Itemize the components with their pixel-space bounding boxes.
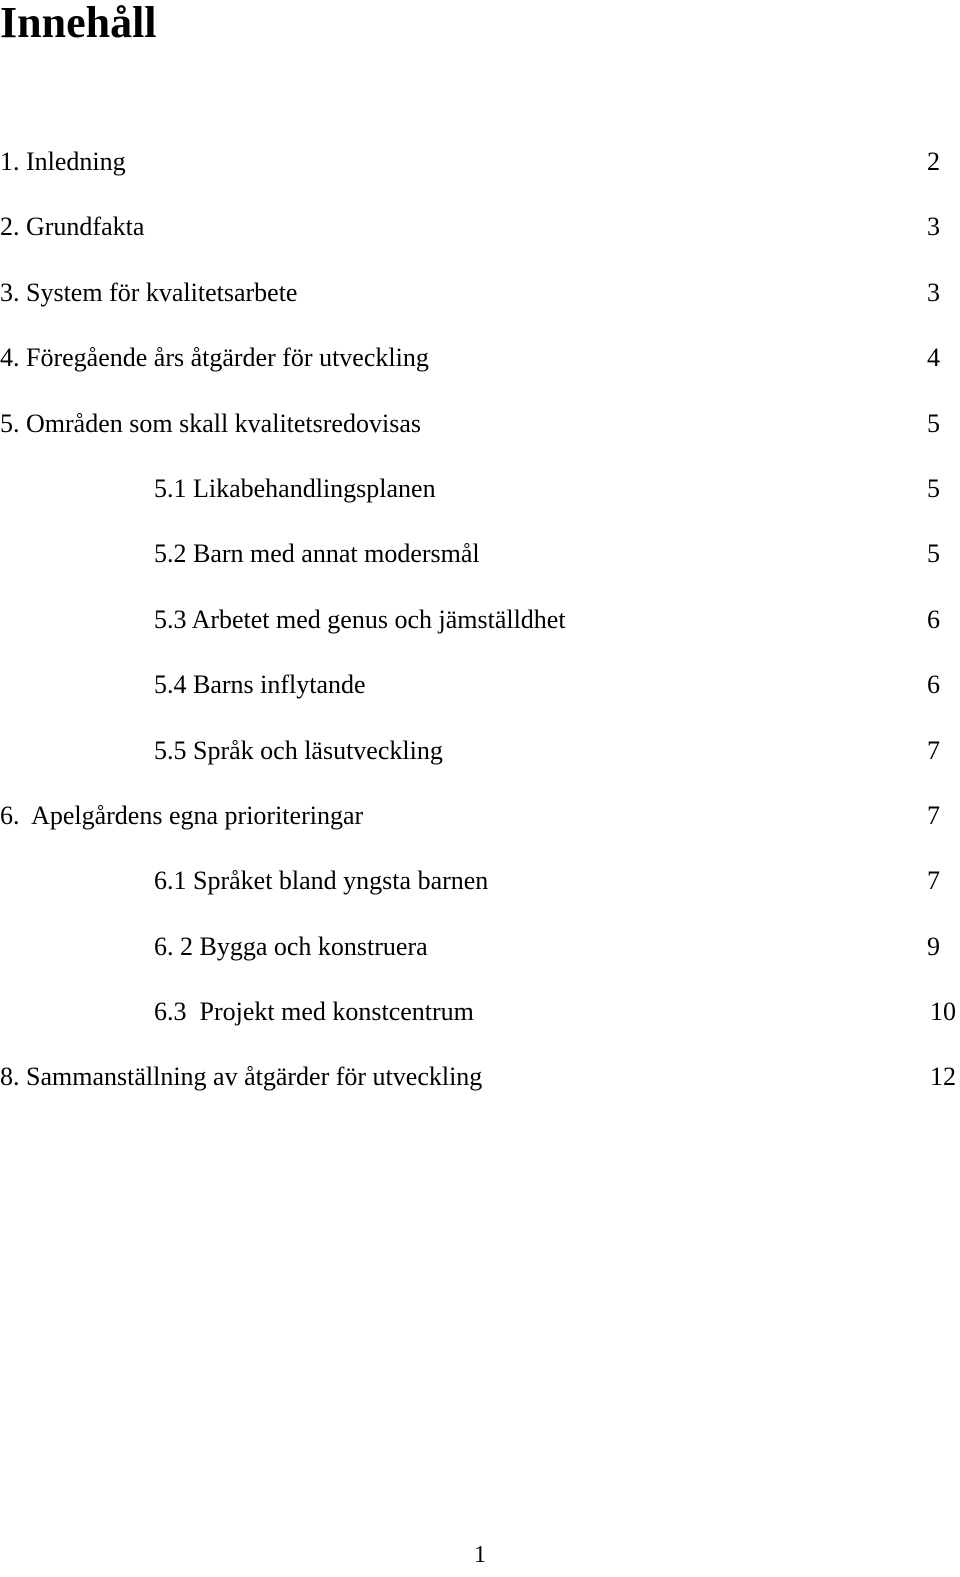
toc-subentry[interactable]: [0, 727, 960, 792]
toc-entry-page: 3: [927, 212, 940, 242]
toc-entry-label: 6. 2 Bygga och konstruera: [154, 931, 428, 961]
toc-entry-label: 6.1 Språket bland yngsta barnen: [154, 866, 489, 896]
toc-entry-label: 2. Grundfakta: [0, 212, 145, 242]
toc-entry[interactable]: [0, 138, 960, 203]
page-title: Innehåll: [0, 0, 157, 47]
toc-entry-label: 3. System för kvalitetsarbete: [0, 277, 298, 307]
toc-subentry[interactable]: [0, 596, 960, 661]
toc-entry-page: 2: [927, 147, 940, 176]
toc-entry-label: 5.4 Barns inflytande: [154, 670, 366, 700]
toc-subentry[interactable]: [0, 857, 960, 922]
toc-subentry[interactable]: [0, 988, 960, 1053]
toc-entry-page: 7: [927, 735, 940, 765]
toc-entry-page: 5: [927, 473, 940, 503]
toc-entry-page: 3: [927, 277, 940, 307]
toc-entry-label: 6. Apelgårdens egna prioriteringar: [0, 800, 364, 830]
toc-entry-label: 8. Sammanställning av åtgärder för utveckling: [0, 1062, 483, 1092]
toc-entry[interactable]: [0, 400, 960, 465]
toc-entry-page: 7: [927, 800, 940, 830]
toc-entry-label: 1. Inledning: [0, 147, 126, 176]
toc-entry-label: 5.3 Arbetet med genus och jämställdhet: [154, 604, 566, 634]
toc-entry-page: 4: [927, 343, 940, 373]
toc-subentry[interactable]: [0, 465, 960, 530]
toc-entry-page: 12: [930, 1062, 956, 1092]
toc-entry-page: 5: [927, 408, 940, 438]
toc-entry-page: 10: [930, 997, 956, 1027]
toc-entry[interactable]: [0, 1053, 960, 1118]
toc-entry-label: 5.5 Språk och läsutveckling: [154, 735, 443, 765]
toc-entry-label: 5.1 Likabehandlingsplanen: [154, 473, 436, 503]
toc-entry[interactable]: [0, 334, 960, 399]
toc-entry[interactable]: [0, 203, 960, 268]
toc-entry[interactable]: [0, 792, 960, 857]
table-of-contents: [0, 138, 960, 1119]
toc-entry-page: 6: [927, 670, 940, 700]
page-number: 1: [474, 1542, 486, 1568]
toc-entry-label: 5. Områden som skall kvalitetsredovisas: [0, 408, 421, 438]
toc-entry-label: 4. Föregående års åtgärder för utveckling: [0, 343, 429, 373]
toc-subentry[interactable]: [0, 530, 960, 595]
toc-entry-page: 5: [927, 539, 940, 569]
toc-entry-page: 7: [927, 866, 940, 896]
toc-subentry[interactable]: [0, 661, 960, 726]
toc-entry-label: 5.2 Barn med annat modersmål: [154, 539, 480, 569]
toc-entry-page: 6: [927, 604, 940, 634]
toc-entry-label: 6.3 Projekt med konstcentrum: [154, 997, 474, 1027]
toc-entry-page: 9: [927, 931, 940, 961]
toc-subentry[interactable]: [0, 923, 960, 988]
toc-entry[interactable]: [0, 269, 960, 334]
